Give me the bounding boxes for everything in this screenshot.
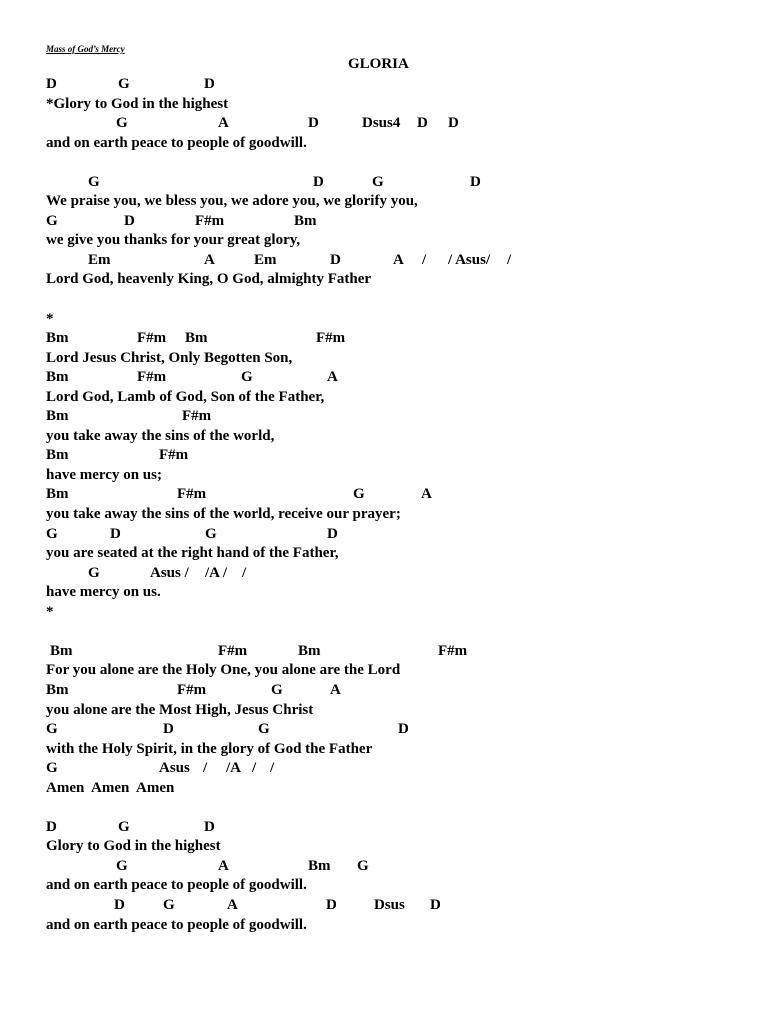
lyric-line: [0, 388, 768, 408]
chord-line: [0, 564, 768, 584]
lyric-line: [0, 837, 768, 857]
chord: Em: [88, 251, 111, 268]
chord-line: [0, 759, 768, 779]
chord-line: [0, 681, 768, 701]
chord-line: [0, 818, 768, 838]
lyric-line: [0, 603, 768, 623]
chord: A: [218, 115, 229, 132]
chord: D: [327, 525, 338, 542]
chord: D: [204, 818, 215, 835]
lyric-text: we give you thanks for your great glory,: [46, 232, 301, 249]
lyric-text: Lord God, heavenly King, O God, almighty Father: [46, 271, 372, 288]
lyric-text: with the Holy Spirit, in the glory of God the Father: [46, 740, 373, 757]
chord: /: [252, 760, 257, 777]
source-header: Mass of God’s Mercy: [46, 44, 125, 54]
lyric-text: have mercy on us;: [46, 466, 162, 483]
lyric-text: you take away the sins of the world,: [46, 427, 275, 444]
chord: A: [327, 369, 338, 386]
chord: D: [46, 818, 57, 835]
chord: A: [204, 251, 215, 268]
chord: Dsus: [374, 896, 405, 913]
chord: F#m: [137, 369, 167, 386]
chord-line: [0, 212, 768, 232]
chord: A: [218, 857, 229, 874]
chord: D: [330, 251, 341, 268]
chord: G: [372, 173, 384, 190]
lyric-text: *: [46, 603, 54, 620]
chord: G: [258, 721, 270, 738]
chord: F#m: [438, 642, 468, 659]
chord: Asus: [159, 760, 190, 777]
chord: /: [507, 251, 512, 268]
chord: D: [46, 76, 57, 92]
chord: D: [163, 721, 174, 738]
chord-line: [0, 857, 768, 877]
lyric-line: [0, 876, 768, 896]
chord: G: [116, 857, 128, 874]
chord: /: [203, 760, 208, 777]
lyric-text: and on earth peace to people of goodwill.: [46, 916, 307, 933]
lyric-text: you are seated at the right hand of the Father,: [46, 545, 339, 562]
chord-line: [0, 642, 768, 662]
chord: Bm: [46, 486, 69, 503]
lyric-line: [0, 349, 768, 369]
chord: F#m: [137, 330, 167, 347]
lyric-line: [0, 779, 768, 799]
chord: D: [398, 721, 409, 738]
lyric-line: [0, 701, 768, 721]
chord: G: [118, 76, 130, 92]
lyric-line: [0, 505, 768, 525]
lyric-line: [0, 661, 768, 681]
chord: D: [308, 115, 319, 132]
chord-line: [0, 485, 768, 505]
lyric-text: you take away the sins of the world, receive our prayer;: [46, 506, 401, 523]
chord: F#m: [177, 486, 207, 503]
lyric-line: [0, 134, 768, 154]
chord-line: [0, 407, 768, 427]
stanza-gap: [0, 153, 768, 173]
chord-line: [0, 446, 768, 466]
chord: Bm: [298, 642, 321, 659]
chord: A: [227, 896, 238, 913]
chord: Dsus4: [362, 115, 401, 132]
lyric-text: Glory to God in the highest: [46, 838, 221, 855]
lyric-text: Amen Amen Amen: [46, 779, 175, 796]
lyric-line: [0, 95, 768, 115]
chord-line: [0, 368, 768, 388]
lyric-line: [0, 544, 768, 564]
chord: F#m: [182, 408, 212, 425]
chord-line: [0, 329, 768, 349]
lyric-text: *: [46, 310, 54, 327]
chord-sheet: [0, 75, 768, 935]
chord: A: [421, 486, 432, 503]
lyric-text: We praise you, we bless you, we adore you, we glorify you,: [46, 193, 418, 210]
chord: / Asus/: [448, 251, 491, 268]
chord: D: [124, 212, 135, 229]
chord-line: [0, 251, 768, 271]
chord-line: [0, 525, 768, 545]
chord: Bm: [46, 369, 69, 386]
chord: /A: [226, 760, 241, 777]
chord: G: [205, 525, 217, 542]
stanza-gap: [0, 798, 768, 818]
lyric-line: [0, 310, 768, 330]
lyric-text: For you alone are the Holy One, you alone are the Lord: [46, 662, 401, 679]
chord: F#m: [316, 330, 346, 347]
chord: D: [204, 76, 215, 92]
chord-line: [0, 720, 768, 740]
lyric-text: you alone are the Most High, Jesus Christ: [46, 701, 314, 718]
chord: G: [88, 173, 100, 190]
lyric-text: and on earth peace to people of goodwill.: [46, 877, 307, 894]
chord: F#m: [159, 447, 189, 464]
chord: G: [357, 857, 369, 874]
chord-line: [0, 173, 768, 193]
chord: Bm: [46, 681, 69, 698]
chord: Bm: [308, 857, 331, 874]
chord: G: [116, 115, 128, 132]
chord: G: [163, 896, 175, 913]
chord: A: [393, 251, 404, 268]
chord: Bm: [185, 330, 208, 347]
chord: G: [241, 369, 253, 386]
chord: Bm: [46, 408, 69, 425]
chord-line: [0, 75, 768, 95]
lyric-text: *Glory to God in the highest: [46, 95, 229, 112]
lyric-line: [0, 270, 768, 290]
chord: D: [448, 115, 459, 132]
chord: /: [422, 251, 427, 268]
chord: D: [430, 896, 441, 913]
chord: G: [46, 721, 58, 738]
chord: Bm: [46, 447, 69, 464]
lyric-text: and on earth peace to people of goodwill.: [46, 134, 307, 151]
lyric-line: [0, 192, 768, 212]
chord: Bm: [46, 330, 69, 347]
chord: Bm: [294, 212, 317, 229]
lyric-line: [0, 466, 768, 486]
chord: Bm: [50, 642, 73, 659]
chord: F#m: [177, 681, 207, 698]
chord: Asus /: [150, 564, 189, 581]
chord: G: [118, 818, 130, 835]
chord: G: [271, 681, 283, 698]
chord: D: [114, 896, 125, 913]
stanza-gap: [0, 290, 768, 310]
chord: /A /: [205, 564, 228, 581]
song-title: GLORIA: [348, 56, 409, 72]
chord: G: [46, 525, 58, 542]
lyric-line: [0, 583, 768, 603]
chord: G: [353, 486, 365, 503]
lyric-line: [0, 427, 768, 447]
chord: F#m: [218, 642, 248, 659]
chord: G: [88, 564, 100, 581]
chord: A: [330, 681, 341, 698]
lyric-line: [0, 740, 768, 760]
chord: D: [470, 173, 481, 190]
lyric-text: Lord God, Lamb of God, Son of the Father,: [46, 388, 325, 405]
lyric-line: [0, 231, 768, 251]
chord: F#m: [195, 212, 225, 229]
chord: G: [46, 212, 58, 229]
lyric-line: [0, 916, 768, 936]
stanza-gap: [0, 622, 768, 642]
chord: D: [326, 896, 337, 913]
chord: /: [242, 564, 247, 581]
chord: D: [417, 115, 428, 132]
chord: D: [110, 525, 121, 542]
chord: D: [313, 173, 324, 190]
lyric-text: have mercy on us.: [46, 584, 161, 601]
chord: G: [46, 760, 58, 777]
chord: /: [270, 760, 275, 777]
chord-line: [0, 896, 768, 916]
chord-line: [0, 114, 768, 134]
lyric-text: Lord Jesus Christ, Only Begotten Son,: [46, 349, 293, 366]
chord: Em: [254, 251, 277, 268]
